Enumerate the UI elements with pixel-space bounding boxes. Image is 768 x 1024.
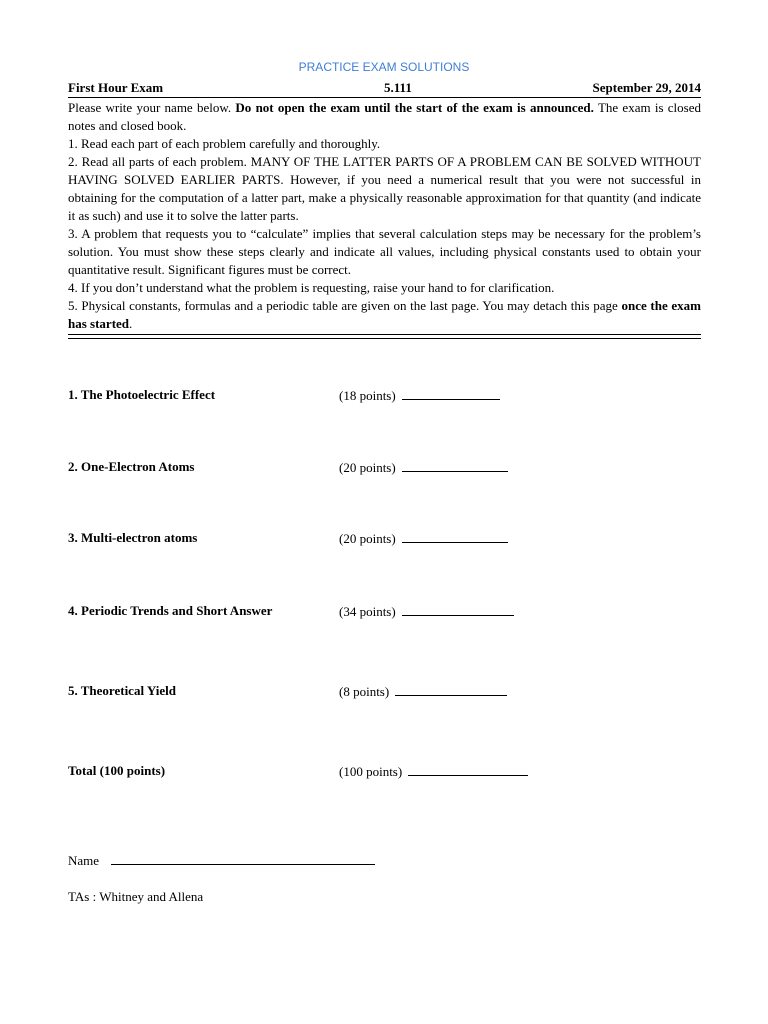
problem-points — [339, 603, 514, 620]
instructions — [68, 99, 701, 333]
header-rule — [68, 97, 701, 98]
total-title: Total (100 points) — [68, 763, 166, 778]
double-rule — [68, 334, 701, 339]
total-points — [339, 763, 528, 780]
instruction-item-4: 4. If you don’t understand what the problem is requesting, raise your hand to for clarification. — [68, 280, 555, 295]
problem-title: 5. Theoretical Yield — [68, 683, 176, 698]
intro-text-end: The exam is closed notes and closed book. — [68, 100, 701, 133]
points-label: (20 points) — [339, 460, 396, 475]
intro-bold-text: Do not open the exam until the start of the exam is announced. — [235, 100, 594, 115]
instruction-item-5 — [68, 297, 701, 333]
total-blank[interactable] — [408, 763, 528, 776]
problem-row — [68, 603, 701, 621]
problem-row — [68, 683, 701, 701]
problem-row — [68, 459, 701, 477]
item5-bold-text: once the exam has started — [68, 298, 702, 331]
course-number: 5.111 — [384, 80, 412, 95]
score-blank[interactable] — [402, 459, 508, 472]
name-label: Name — [68, 853, 100, 868]
problem-title: 2. One-Electron Atoms — [68, 459, 195, 474]
problem-title: 3. Multi-electron atoms — [68, 530, 198, 545]
points-label: (18 points) — [339, 388, 396, 403]
points-label: (100 points) — [339, 764, 403, 779]
problem-row — [68, 530, 701, 548]
points-label: (20 points) — [339, 531, 396, 546]
points-label: (34 points) — [339, 604, 396, 619]
problem-title: 1. The Photoelectric Effect — [68, 387, 216, 402]
problem-points — [339, 387, 500, 404]
exam-date: September 29, 2014 — [592, 80, 701, 95]
name-blank[interactable] — [111, 852, 375, 865]
score-blank[interactable] — [402, 530, 508, 543]
problem-points — [339, 459, 508, 476]
instruction-item-2: 2. Read all parts of each problem. MANY OF THE LATTER PARTS OF A PROBLEM CAN BE SOLVED WITHOUT HAVING SOLVED EARLIER PARTS. However, if you need a numerical result that you were not successful in obtaining for the computation of a latter part, make a physically reasonable approximation for that quantity (and indicate it as such) and use it to solve the latter parts. — [68, 154, 701, 223]
exam-header — [68, 80, 701, 98]
intro-text: Please write your name below. — [68, 100, 236, 115]
score-blank[interactable] — [402, 387, 500, 400]
problem-points — [339, 530, 508, 547]
points-label: (8 points) — [339, 684, 390, 699]
score-blank[interactable] — [395, 683, 507, 696]
score-blank[interactable] — [402, 603, 514, 616]
name-line — [68, 852, 375, 869]
problem-points — [339, 683, 507, 700]
practice-banner: PRACTICE EXAM SOLUTIONS — [298, 60, 470, 74]
item5-text-end: . — [129, 316, 133, 331]
instruction-item-1: 1. Read each part of each problem carefully and thoroughly. — [68, 136, 381, 151]
problem-title: 4. Periodic Trends and Short Answer — [68, 603, 273, 618]
instruction-item-3: 3. A problem that requests you to “calculate” implies that several calculation steps may be necessary for the problem’s solution. You must show these steps clearly and indicate all values, including physical constants used to obtain your quantitative result. Significant figures must be correct. — [68, 226, 701, 277]
exam-title: First Hour Exam — [68, 80, 164, 95]
total-row — [68, 763, 701, 781]
teaching-assistants: TAs : Whitney and Allena — [68, 889, 204, 904]
item5-text: 5. Physical constants, formulas and a periodic table are given on the last page. You may detach this page — [68, 298, 622, 313]
problem-row — [68, 387, 701, 405]
instructions-intro — [68, 99, 701, 135]
